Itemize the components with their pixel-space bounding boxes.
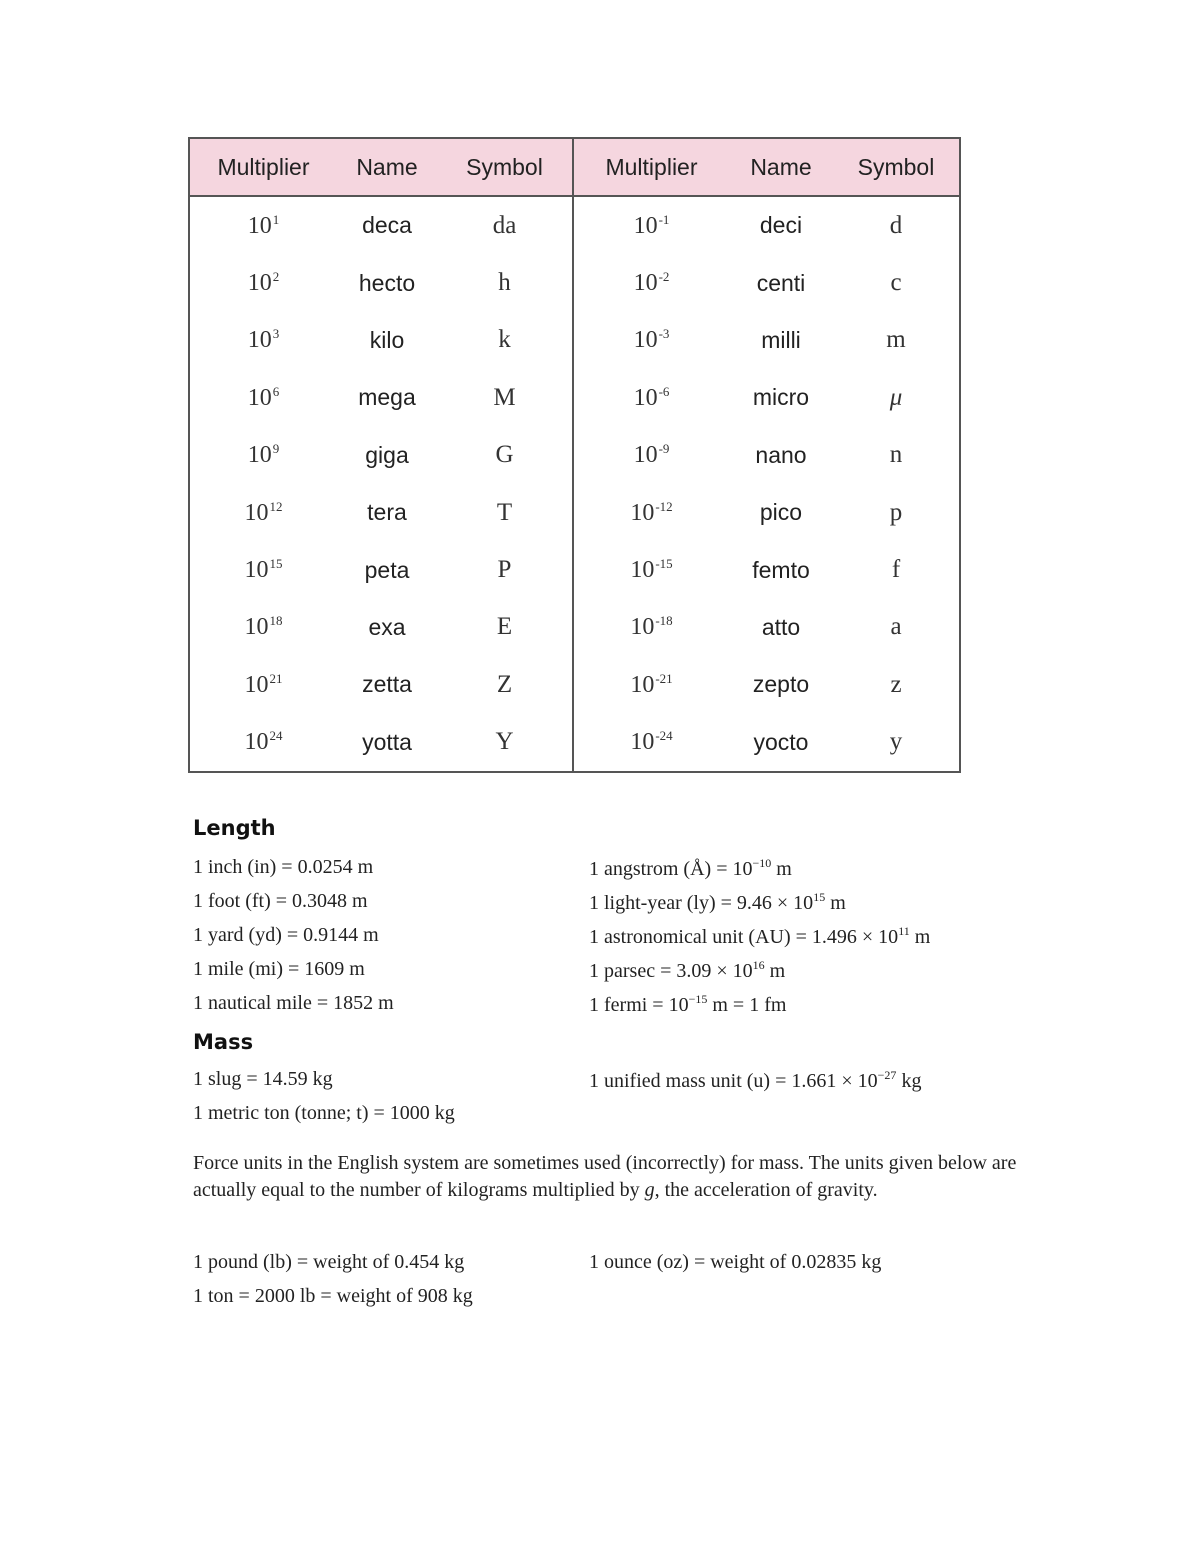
prefix-symbol-cell: d	[889, 211, 903, 239]
prefix-name-cell: zepto	[752, 671, 810, 698]
prefix-name-cell: atto	[761, 613, 801, 640]
prefix-name-cell: femto	[752, 556, 810, 583]
length-conversion: 1 fermi = $10^{-15}$ m = 1 fm	[589, 992, 787, 1016]
multiplier-cell: $10^1$	[247, 211, 280, 239]
table-row	[189, 714, 960, 772]
column-header: Multiplier	[189, 138, 337, 196]
prefix-symbol-cell: μ	[889, 383, 903, 411]
length-conversion: 1 $parsec = 3.09 \times 10^{16}$ m	[589, 958, 786, 982]
column-header: Name	[729, 138, 833, 196]
mass-heading: Mass	[193, 1030, 254, 1054]
multiplier-cell: $10^2$	[247, 269, 280, 297]
table-header-row	[189, 138, 960, 196]
prefix-symbol-cell: E	[496, 613, 513, 641]
prefix-name-cell: giga	[365, 441, 409, 468]
multiplier-cell: $10^{-12}$	[573, 484, 729, 541]
multiplier-cell: $10^{12}$	[244, 498, 283, 526]
prefix-name-cell: hecto	[358, 269, 416, 296]
mass-conversion: 1 metric ton (tonne; t) = 1000 kg	[193, 1102, 455, 1124]
prefix-name-cell: yocto	[753, 728, 809, 755]
table-row	[189, 541, 960, 598]
metric-prefix-table	[188, 137, 961, 773]
table-row	[189, 312, 960, 369]
multiplier-cell: $10^{-21}$	[573, 656, 729, 713]
table-row	[189, 656, 960, 713]
table-row	[189, 599, 960, 656]
prefix-name-cell: centi	[756, 269, 806, 296]
prefix-name-cell: kilo	[369, 326, 405, 353]
prefix-symbol-cell: Z	[496, 670, 513, 698]
prefix-name-cell: mega	[358, 384, 416, 411]
force-units-note: Force units in the English system are sometimes used (incorrectly) for mass. The units given below are actually equal to the number of kilograms multiplied by g, the acceleration of gravity.	[193, 1152, 1017, 1201]
length-conversion: 1 astronomical unit $(AU) = 1.496 \times 10^{11}$ m	[589, 924, 931, 948]
table-row	[189, 196, 960, 254]
prefix-name-cell: deci	[759, 212, 803, 239]
multiplier-cell: $10^{24}$	[244, 728, 283, 756]
prefix-name-cell: tera	[367, 499, 407, 526]
length-conversion: 1 yard (yd) = 0.9144 m	[193, 924, 379, 946]
prefix-symbol-cell: c	[890, 269, 902, 297]
column-header: Symbol	[437, 138, 573, 196]
prefix-symbol-cell: m	[886, 326, 906, 354]
multiplier-cell: $10^{-9}$	[573, 427, 729, 484]
mass-conversion: 1 unified mass unit $(u) = 1.661 \times 10^{-27}$ kg	[589, 1068, 922, 1092]
multiplier-cell: $10^6$	[247, 383, 280, 411]
weight-conversion: 1 ounce (oz) = weight of 0.02835 kg	[589, 1251, 882, 1273]
multiplier-cell: $10^{15}$	[244, 556, 283, 584]
table-row	[189, 254, 960, 311]
prefix-name-cell: zetta	[362, 671, 412, 698]
table-row	[189, 427, 960, 484]
prefix-name-cell: nano	[755, 441, 807, 468]
multiplier-cell: $10^{-1}$	[573, 196, 729, 254]
prefix-symbol-cell: p	[889, 498, 903, 526]
table-body	[189, 196, 960, 772]
prefix-symbol-cell: y	[889, 728, 903, 756]
prefix-name-cell: peta	[364, 556, 410, 583]
length-conversion: 1 light-year $(ly) = 9.46 \times 10^{15}$ m	[589, 890, 846, 914]
length-heading: Length	[193, 816, 276, 840]
prefix-symbol-cell: k	[498, 326, 511, 354]
length-conversion: 1 foot (ft) = 0.3048 m	[193, 890, 368, 912]
prefix-name-cell: yotta	[362, 728, 412, 755]
prefix-symbol-cell: T	[496, 498, 513, 526]
length-conversion: 1 nautical mile = 1852 m	[193, 992, 394, 1014]
multiplier-cell: $10^9$	[247, 441, 280, 469]
multiplier-cell: $10^{-6}$	[573, 369, 729, 426]
column-header: Symbol	[833, 138, 960, 196]
mass-conversion: 1 slug = 14.59 kg	[193, 1068, 333, 1090]
prefix-symbol-cell: a	[890, 613, 902, 641]
table-row	[189, 484, 960, 541]
length-conversion: 1 angstrom (Å) = $10^{-10}$ m	[589, 856, 792, 880]
multiplier-cell: $10^3$	[247, 326, 280, 354]
column-header: Name	[337, 138, 437, 196]
multiplier-cell: $10^{-2}$	[573, 254, 729, 311]
prefix-symbol-cell: h	[498, 269, 511, 297]
prefix-name-cell: micro	[752, 384, 810, 411]
multiplier-cell: $10^{21}$	[244, 670, 283, 698]
prefix-name-cell: deca	[362, 212, 412, 239]
prefix-name-cell: exa	[368, 613, 406, 640]
prefix-name-cell: milli	[761, 326, 801, 353]
length-conversion: 1 inch (in) = 0.0254 m	[193, 856, 374, 878]
prefix-symbol-cell: da	[492, 211, 517, 239]
prefix-symbol-cell: n	[889, 441, 903, 469]
multiplier-cell: $10^{18}$	[244, 613, 283, 641]
prefix-symbol-cell: Y	[495, 728, 514, 756]
prefix-symbol-cell: f	[891, 556, 901, 584]
length-conversion: 1 mile (mi) = 1609 m	[193, 958, 365, 980]
multiplier-cell: $10^{-18}$	[573, 599, 729, 656]
weight-conversion: 1 pound (lb) = weight of 0.454 kg	[193, 1251, 465, 1273]
column-header: Multiplier	[573, 138, 729, 196]
prefix-name-cell: pico	[759, 499, 803, 526]
table-row	[189, 369, 960, 426]
prefix-symbol-cell: z	[890, 670, 902, 698]
prefix-symbol-cell: G	[495, 441, 514, 469]
prefix-symbol-cell: M	[493, 383, 516, 411]
multiplier-cell: $10^{-24}$	[573, 714, 729, 772]
weight-conversion: 1 ton = 2000 lb = weight of 908 kg	[193, 1285, 473, 1307]
multiplier-cell: $10^{-15}$	[573, 541, 729, 598]
multiplier-cell: $10^{-3}$	[573, 312, 729, 369]
prefix-symbol-cell: P	[497, 556, 512, 584]
